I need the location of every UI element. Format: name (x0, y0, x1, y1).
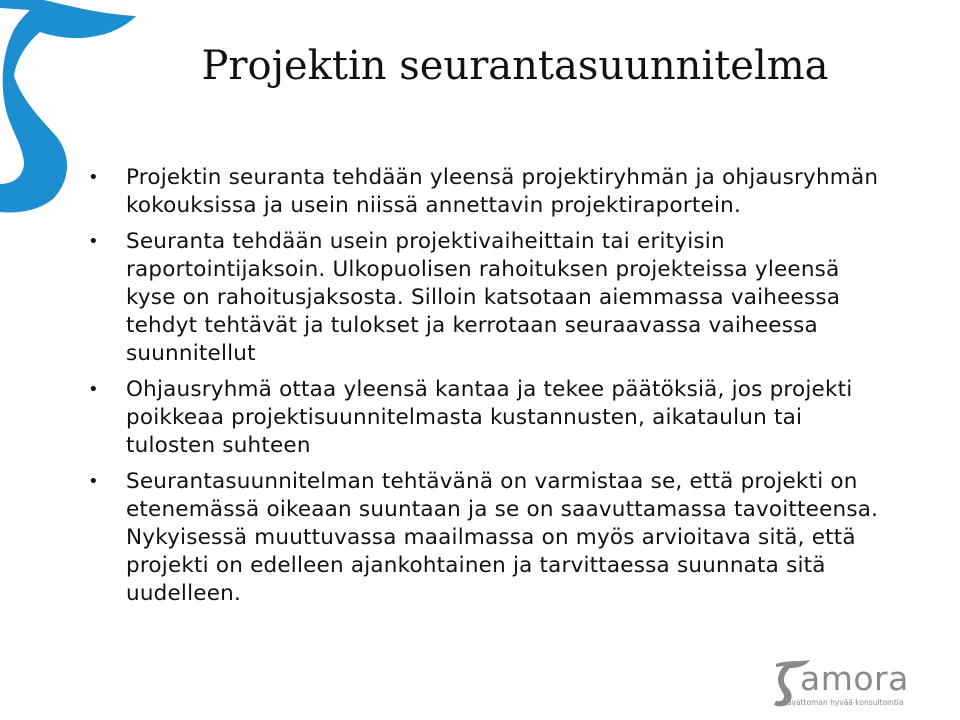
bullet-text: Projektin seuranta tehdään yleensä projektiryhmän ja ohjausryhmän kokouksissa ja usein niissä annettavin projektiraportein. (126, 165, 879, 218)
samora-logo (770, 656, 920, 712)
bullet-dot-icon: • (88, 231, 99, 252)
bullet-text: Ohjausryhmä ottaa yleensä kantaa ja tekee päätöksiä, jos projekti poikkeaa projektisuunnitelmasta kustannusten, aikataulun tai tulosten suhteen (126, 377, 853, 458)
bullet-dot-icon: • (88, 471, 99, 492)
slide-title: Projektin seurantasuunnitelma (201, 43, 829, 89)
bullet-dot-icon: • (88, 379, 99, 400)
bullet-text: Seurantasuunnitelman tehtävänä on varmistaa se, että projekti on etenemässä oikeaan suuntaan ja se on saavuttamassa tavoitteensa. Nykyisessä muuttuvassa maailmassa on myös arvioitava sitä, että projekti on edelleen ajankohtainen ja tarvittaessa suunnata sitä uudelleen. (126, 469, 879, 606)
logo-wordmark: amora (800, 659, 909, 698)
logo-tagline: tavattoman hyvää konsultointia (784, 698, 904, 707)
bullet-dot-icon: • (88, 167, 99, 188)
bullet-item (88, 228, 888, 368)
bullet-item (88, 468, 888, 608)
bullet-list (88, 164, 888, 616)
bullet-item (88, 376, 888, 460)
bullet-text: Seuranta tehdään usein projektivaiheittain tai erityisin raportointijaksoin. Ulkopuolisen rahoituksen projekteissa yleensä kyse on rahoitusjaksosta. Silloin katsotaan aiemmassa vaiheessa tehdyt tehtävät ja tulokset ja kerrotaan seuraavassa vaiheessa suunnitellut (126, 229, 841, 366)
bullet-item (88, 164, 888, 220)
